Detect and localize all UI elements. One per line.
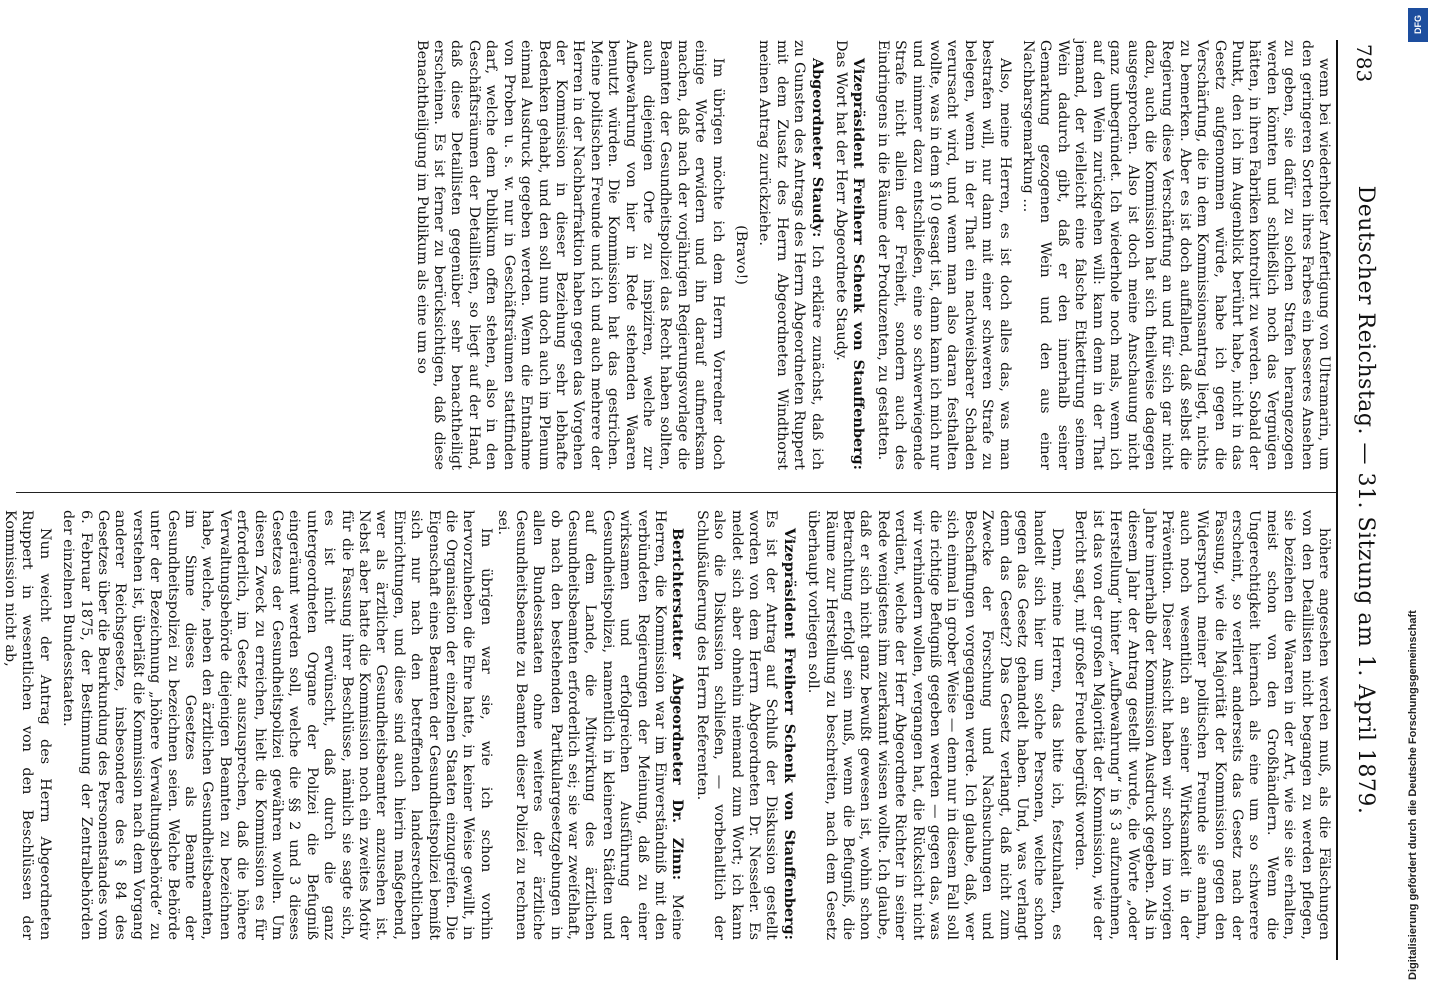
column-divider [16, 492, 1336, 493]
speaker-name: Abgeordneter Staudy: [808, 58, 826, 238]
digitization-sidebar [1404, 0, 1432, 1000]
text-column-left [17, 40, 1332, 470]
digitization-credit: Digitalisierung gefördert durch die Deutsche Forschungsgemeinschaft [1407, 610, 1419, 980]
speaker-name: Vizepräsident Freiherr Schenk von Stauffenberg: [850, 58, 868, 470]
speech-text: Das Wort hat der Herr Abgeordnete Staudy. [833, 40, 850, 361]
paragraph: Im übrigen möchte ich dem Herrn Vorredner doch einige Worte erwidern und ihn darauf aufmerksam machen, daß nach der vorjährigen Regierungsvorlage die Beamten der Gesundheitspolizei das Recht haben sollten, auch diejenigen Orte zu inspiziren, welche zur Aufbewahrung von hier in Rede stehenden Waaren benutzt würden. Die Kommission hat das gestrichen. Meine politischen Freunde und ich und auch mehrere der Herren in der Nachbarfraktion haben gegen das Vorgehen der Kommission in dieser Beziehung sehr lebhafte Bedenken gehabt, und den soll nun doch auch im Plenum einmal Ausdruck gegeben werden. Wenn die Entnahme von Proben u. s. w. nur in Geschäftsräumen stattfinden darf, welche dem Publikum offen stehen, also in den Geschäftsräumen der Detaillisten, so liegt auf der Hand, daß diese Detaillisten gegenüber sehr benachtheiligt erscheinen. Es ist ferner zu berücksichtigen, daß diese Benachtheiligung im Publikum als eine um so [413, 40, 726, 470]
paragraph [832, 40, 868, 470]
interjection: (Bravo!) [733, 225, 749, 285]
paragraph: Also, meine Herren, es ist doch alles das, was man bestrafen will, nur dann mit einer schweren Strafe zu belegen, wenn in der That ein nachweisbarer Schaden verursacht wird, und wenn man also daran festhalten wollte, was in dem § 10 gesagt ist, dann kann ich mich nur und nimmer dazu entschließen, eine so schwerwiegende Strafe nicht allein der Freiheit, sondern auch des Eindringens in die Räume der Produzenten, zu gestatten. [874, 40, 1013, 470]
paragraph: wenn bei wiederholter Anfertigung von Ultramarin, um den geringeren Sorten ihres Farbes ein besseres Ansehen zu geben, sie dafür zu solchen Strafen herangezogen werden könnten und schließlich noch das Vergnügen hätten, in ihren Fabriken kontrolirt zu werden. Sobald der Punkt, den ich im Augenblick berührt habe, nicht in das Gesetz aufgenommen würde, habe ich gegen die Verschärfung, die in dem Kommissionsantrag liegt, nichts zu bemerken. Aber es ist doch auffallend, daß selbst die Regierung diese Verschärfung an und für sich gar nicht dazu, auch die Kommission hat sich theilweise dagegen ausgesprochen. Also ist doch meine Anschauung nicht ganz unbegründet. Ich wiederhole noch mals, wenn ich auf den Wein zurückgehen will: kann denn in der That jemand, der vielleicht eine falsche Etikettirung seinem Wein dadurch gibt, daß er den innerhalb seiner Gemarkung gezogenen Wein und den aus einer Nachbarsgemarkung ... [1020, 40, 1332, 470]
paragraph [692, 510, 797, 940]
page-number: 783 [1352, 44, 1376, 83]
speech-text: Ich erkläre zunächst, daß ich zu Gunsten des Antrags des Herrn Abgeordneten Ruppert mit dem Zusatz des Herrn Abgeordneten Windthorst meinen Antrag zurückziehe. [756, 40, 825, 471]
paragraph: Im übrigen war sie, wie ich schon vorhin hervorzuheben die Ehre hatte, in keiner Weise gewillt, in die Organisation der einzelnen Staaten einzugreifen. Die Eigenschaft eines Beamten der Gesundheitspolizei bemißt sich nur nach den betreffenden landesrechtlichen Einrichtungen, und diese sind auch hierin maßgebend, wer als ärztlicher Gesundheitsbeamter anzusehen ist. Nebst aber hatte die Kommission noch ein zweites Motiv für die Fassung ihrer Beschlüsse, nämlich sie sagte sich, es ist nicht erwünscht, daß durch die ganz untergeordneten Organe der Polizei die Befugniß eingeräumt werden soll, welche die §§ 2 und 3 dieses Gesetzes der Gesundheitspolizei gewähren wollen. Um diesen Zweck zu erreichen, hielt die Kommission es für erforderlich, im Gesetz auszusprechen, daß die höhere Verwaltungsbehörde diejenigen Beamten zu bezeichnen habe, welche, neben den ärztlichen Gesundheitsbeamten, im Sinne dieses Gesetzes als Beamte der Gesundheitspolizei zu bezeichnen seien. Welche Behörde unter der Bezeichnung „höhere Verwaltungsbehörde“ zu verstehen ist, überläßt die Kommission nach dem Vorgang anderer Reichsgesetze, insbesondere des § 84 des Gesetzes über die Beurkundung des Personenstandes vom 6. Februar 1875, der Bestimmung der Zentralbehörden der einzelnen Bundesstaaten. [60, 510, 494, 940]
page-title: Deutscher Reichstag. — 31. Sitzung am 1. April 1879. [1353, 185, 1378, 815]
paragraph [494, 510, 686, 940]
paragraph: Denn, meine Herren, das bitte ich, festzuhalten, es handelt sich hier um solche Personen, welche schon gegen das Gesetz gehandelt haben. Und, was verlangt denn das Gesetz? Das Gesetz verlangt, daß nicht zum Zwecke der Forschung und Nachsuchungen und Beschaffungen vorgegangen werde. Ich glaube, daß, wer sich einmal in grober Weise — denn nur in diesem Fall soll die richtige Befugniß gegeben werden — gegen das, was wir verhindern wollen, vergangen hat, die Rücksicht nicht verdient, welche der Herr Abgeordnete Richter in seiner Rede wenigstens ihm zuerkannt wissen wollte. Ich glaube, daß er sich nicht ganz bewußt gewesen ist, wohin schon Betrachtung erfolgt sein muß, wenn die Befugniß, die Räume zur Herstellung zu beschreiten, nach dem Gesetz überhaupt vorliegen soll. [805, 510, 1065, 940]
speaker-name: Vizepräsident Freiherr Schenk von Stauffenberg: [780, 528, 798, 940]
speech-text: Meine Herren, die Kommission war im Einverständniß mit den verbündeten Regierungen der Meinung, daß zu einer wirksamen und erfolgreichen Ausführung der Gesundheitspolizei, namentlich in kleineren Städten und auf dem Lande, die Mitwirkung des ärztlichen Gesundheitsbeamten erforderlich sei; sie war zweifelhaft, ob nach den bestehenden Partikulargesetzgebungen in allen Bundesstaaten ohne weiteres der ärztliche Gesundheitsbeamte zu Beamten dieser Polizei zu rechnen sei. [495, 510, 686, 941]
text-column-right [1, 510, 1332, 941]
dfg-logo: DFG [1408, 8, 1428, 42]
paragraph: Nun weicht der Antrag des Herrn Abgeordneten Ruppert in wesentlichen von den Beschlüssen der Kommission nicht ab, [1, 510, 53, 940]
paragraph [755, 40, 826, 470]
page-header [1336, 40, 1386, 960]
paragraph: höhere angesehen werden muß, als die Fälschungen von den Detaillisten nicht begangen zu werden pflegen, sie beziehen die Waaren in der Art, wie sie sie erhalten, meist schon von den Großhändlern. Wenn die Ungerechtigkeit hiernach als eine um so schwerere erscheint, so verliert anderseits das Gesetz nach der Fassung, wie die Majorität der Kommission gegen den Widerspruch meiner politischen Freunde sie annahm, auch noch wesentlich an seiner Wirksamkeit in der Prävention. Dieser Ansicht haben wir schon im vorigen Jahre innerhalb der Kommission Ausdruck gegeben. Als in diesem Jahr der Antrag gestellt wurde, die Worte „oder Herstellung“ hinter „Aufbewahrung“ in § 3 aufzunehmen, ist das von der großen Majorität der Kommission, wie der Bericht sagt, mit großer Freude begrüßt worden. [1072, 510, 1332, 940]
speech-text: Es ist der Antrag auf Schluß der Diskussion gestellt worden von dem Herrn Abgeordneten Dr. Nesseler. Es meldet sich aber ohnehin niemand zum Wort; ich kann also die Diskussion schließen, — vorbehaltlich der Schlußäußerung des Herrn Referenten. [693, 510, 780, 940]
speaker-name: Berichterstatter Abgeordneter Dr. Zinn: [669, 528, 687, 881]
